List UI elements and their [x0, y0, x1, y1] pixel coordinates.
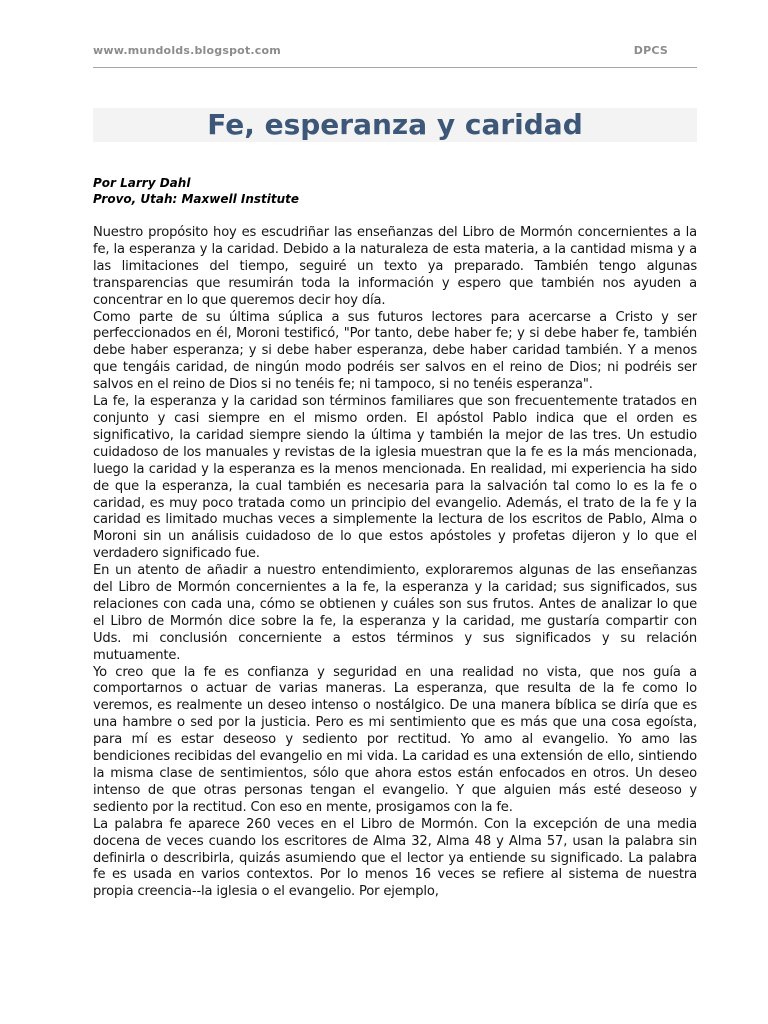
publisher-place: Provo, Utah: Maxwell Institute: [93, 192, 300, 206]
header-tag: DPCS: [633, 44, 668, 57]
site-url[interactable]: www.mundolds.blogspot.com: [93, 44, 281, 57]
paragraph: En un atento de añadir a nuestro entendimiento, exploraremos algunas de las enseñanzas del Libro de Mormón concernientes a la fe, la esperanza y la caridad; sus significados, sus relaciones con cada una, cómo se obtienen y cuáles son sus frutos. Antes de analizar lo que el Libro de Mormón dice sobre la fe, la esperanza y la caridad, me gustaría compartir con Uds. mi conclusión concerniente a estos términos y sus significados y su relación mutuamente.: [93, 563, 697, 663]
header-divider: [93, 67, 697, 68]
title-band: [93, 108, 697, 142]
paragraph: Como parte de su última súplica a sus futuros lectores para acercarse a Cristo y ser perfeccionados en él, Moroni testificó, "Por tanto, debe haber fe; y si debe haber fe, también debe haber esperanza; y si debe haber esperanza, debe haber caridad también. Y a menos que tengáis caridad, de ningún modo podréis ser salvos en el reino de Dios; ni podréis ser salvos en el reino de Dios si no tenéis fe; ni tampoco, si no tenéis esperanza".: [93, 309, 697, 393]
article-body: [93, 225, 697, 1015]
paragraph: La palabra fe aparece 260 veces en el Libro de Mormón. Con la excepción de una media docena de veces cuando los escritores de Alma 32, Alma 48 y Alma 57, usan la palabra sin definirla o describirla, quizás asumiendo que el lector ya entiende su significado. La palabra fe es usada en varios contextos. Por lo menos 16 veces se refiere al sistema de nuestra propia creencia--la iglesia o el evangelio. Por ejemplo,: [93, 816, 697, 900]
paragraph: Yo creo que la fe es confianza y seguridad en una realidad no vista, que nos guía a comportarnos o actuar de varias maneras. La esperanza, que resulta de la fe como lo veremos, es realmente un deseo intenso o nostálgico. De una manera bíblica se diría que es una hambre o sed por la justicia. Pero es mi sentimiento que es más que una cosa egoísta, para mí es estar deseoso y sediento por rectitud. Yo amo al evangelio. Yo amo las bendiciones recibidas del evangelio en mi vida. La caridad es una extensión de ello, sintiendo la misma clase de sentimientos, sólo que ahora estos están enfocados en otros. Un deseo intenso de que otras personas tengan el evangelio. Y que alguien más esté deseoso y sediento por la rectitud. Con eso en mente, prosigamos con la fe.: [93, 664, 697, 815]
paragraph: Nuestro propósito hoy es escudriñar las enseñanzas del Libro de Mormón concernientes a la fe, la esperanza y la caridad. Debido a la naturaleza de esta materia, a la cantidad misma y a las limitaciones del tiempo, seguiré un texto ya preparado. También tengo algunas transparencias que resumirán toda la información y espero que también nos ayuden a concentrar en lo que queremos decir hoy día.: [93, 225, 697, 308]
byline: [93, 175, 697, 207]
author: Por Larry Dahl: [93, 176, 191, 190]
paragraph: La fe, la esperanza y la caridad son términos familiares que son frecuentemente tratados en conjunto y casi siempre en el mismo orden. El apóstol Pablo indica que el orden es significativo, la caridad siempre siendo la última y también la mejor de las tres. Un estudio cuidadoso de los manuales y revistas de la iglesia muestran que la fe es la más mencionada, luego la caridad y la esperanza es la menos mencionada. En realidad, mi experiencia ha sido de que la esperanza, la cual también es necesaria para la salvación tal como lo es la fe o caridad, es muy poco tratada como un principio del evangelio. Además, el trato de la fe y la caridad es limitado muchas veces a simplemente la lectura de los escritos de Pablo, Alma o Moroni sin un análisis cuidadoso de lo que estos apóstoles y profetas dijeron y lo que el verdadero significado fue.: [93, 394, 697, 562]
page-title: Fe, esperanza y caridad: [207, 108, 583, 141]
page-header: [93, 44, 697, 60]
